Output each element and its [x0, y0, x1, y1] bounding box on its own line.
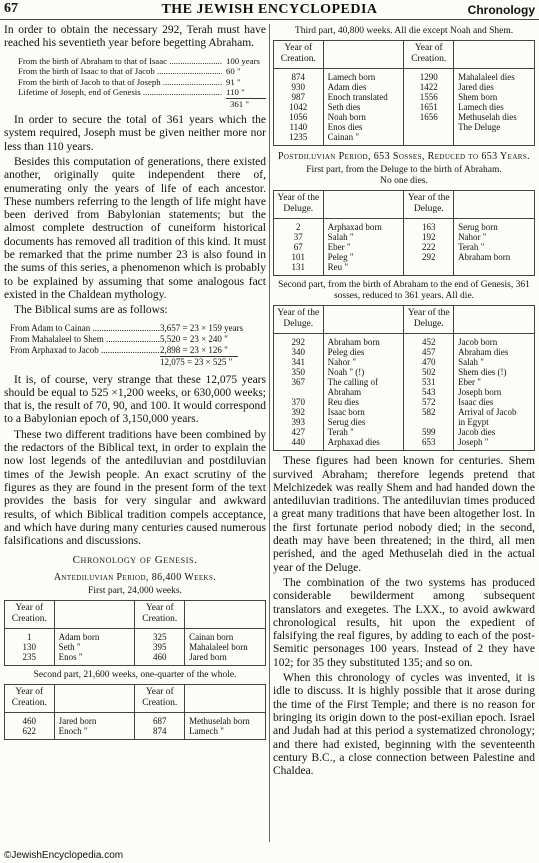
table-cell-line: Cainan born [189, 632, 234, 642]
column-header [54, 601, 135, 629]
table-row [274, 69, 535, 146]
table-caption [273, 165, 535, 187]
column-header [323, 306, 404, 334]
table-cell-line: 1422 [419, 82, 438, 92]
table-cell-line: From Arphaxad to Jacob ..... [10, 345, 160, 356]
table-cell [54, 629, 135, 666]
column-header [454, 41, 535, 69]
table-cell-line: Isaac born [327, 407, 365, 418]
chronology-table [273, 190, 535, 276]
chronology-table [4, 600, 266, 666]
paragraph: In order to secure the total of 361 years which the system required, Joseph must be given neither more nor less than 110 years. [4, 114, 266, 153]
column-header [323, 41, 404, 69]
table-row [5, 713, 266, 740]
table-row [5, 629, 266, 666]
paragraph: These figures had been known for centuries. Shem survived Abraham; therefore legends pretend that Melchizedek was really Shem and had handed down the antediluvian traditions. The antediluvian times produced a great many traditions that have been altogether lost. In the first fortunate period nobody died; in the second, death may have been threatened; in the third, all men perished, and the aged Methuselah died in the actual year of the Deluge. [273, 455, 535, 574]
table-cell-line: 1651 [419, 102, 438, 112]
column-header: Year of the Deluge. [274, 306, 324, 334]
table-cell-line: Terah " [327, 427, 354, 438]
table-cell [454, 334, 535, 451]
table-cell [323, 219, 404, 276]
list-item [18, 56, 266, 67]
table-cell-line: 130 [22, 642, 37, 652]
table-cell-line: 91 " [226, 76, 241, 87]
table-cell-line: Jared born [58, 716, 97, 726]
table-cell-line: Noah " (!) [327, 367, 365, 378]
table-cell [454, 219, 535, 276]
table-cell-line: Eber " [458, 377, 481, 388]
table-cell-line: 543 [422, 387, 436, 398]
page-number: 67 [4, 1, 18, 16]
table-cell-line: Adam dies [327, 82, 367, 92]
table-cell-line: Mahalaleel born [189, 642, 248, 652]
table-cell-line: 292 [422, 252, 436, 263]
table-cell-line: Lifetime of Joseph, end of Genesis ..... [18, 87, 222, 98]
table-row [274, 334, 535, 451]
table-cell-line: Serug dies [327, 417, 366, 428]
table-cell-line: 67 [293, 242, 303, 253]
list-item [10, 323, 266, 334]
table-cell [54, 713, 135, 740]
table-cell-line: 687 [153, 716, 167, 726]
table-cell-line: Reu dies [327, 397, 359, 408]
table-cell-line: Abraham born [458, 252, 511, 263]
table-cell-line: 427 [291, 427, 306, 438]
paragraph: In order to obtain the necessary 292, Terah must have reached his seventieth year before begetting Abraham. [4, 24, 266, 50]
table-cell-line: 440 [291, 437, 306, 448]
table-cell-line: 470 [422, 357, 436, 368]
list-item [18, 77, 266, 88]
table-cell-line: Abraham dies [458, 347, 509, 358]
chronology-table [273, 305, 535, 451]
column-divider [269, 24, 270, 842]
table-cell-line: 37 [293, 232, 303, 243]
table-cell-line: 1042 [289, 102, 308, 112]
table-cell-line: 163 [422, 222, 436, 233]
table-cell-line: Terah " [458, 242, 485, 253]
section-name: Chronology [467, 3, 535, 17]
table-cell-line: From the birth of Isaac to that of Jacob ..... [18, 66, 222, 77]
table-cell-line: Enos dies [327, 122, 363, 132]
copyright-footer: ©JewishEncyclopedia.com [4, 850, 124, 861]
table-cell-line: Abraham [327, 387, 362, 398]
table-cell-line: 5,520 = 23 × 240 " [160, 333, 228, 344]
table-cell-line: 531 [422, 377, 436, 388]
table-cell-line: Jacob dies [458, 427, 496, 438]
column-header: Year of Creation. [274, 41, 324, 69]
right-column [273, 24, 535, 780]
paragraph: These two different traditions have been combined by the redactors of the Biblical text, in order to explain the now lost legends of the antediluvian and postdiluvian times of the Jewish people. An exact scrutiny of the figures as they are found in the present form of the text provides the basis for very singular and awkward results, of which Biblical tradition compels acceptance, and which have during many centuries caused numerous falsifications and discussions. [4, 428, 266, 548]
generation-sum-list [18, 56, 266, 110]
table-cell-line: From the birth of Abraham to that of Isaac ..... [18, 56, 222, 67]
table-cell-line: Cainan " [327, 132, 359, 142]
paragraph: It is, of course, very strange that these 12,075 years should be equal to 525 ×1,200 weeks, or 630,000 weeks; that is, the result of 70, 90, and 100. It would correspond to a Babylonian epoch of 3,150,000 years. [4, 373, 266, 426]
list-total [18, 98, 266, 110]
table-cell-line: 1235 [289, 132, 308, 142]
table-caption: Second part, 21,600 weeks, one-quarter of the whole. [33, 670, 237, 680]
table-cell-line: 874 [153, 726, 167, 736]
table-cell-line: 3,657 = 23 × 159 years [160, 322, 244, 333]
list-item [10, 334, 266, 345]
table-cell-line: 1056 [289, 112, 308, 122]
table-cell-line: 622 [22, 726, 37, 736]
table-cell-line: 874 [291, 72, 306, 82]
paragraph: When this chronology of cycles was invented, it is idle to discuss. It is highly possible that it arose during the time of the First Temple; and there is no reason for bringing its origin down to the post-exilian epoch. Israel and Judah had at this period a systematized chronology; and there had existed, beginning with the seventeenth century B.C., a close connection between Palestine and Chaldea. [273, 672, 535, 778]
table-cell [454, 69, 535, 146]
table-cell-line: Lamech " [189, 726, 224, 736]
table-cell [323, 334, 404, 451]
table-cell-line: Shem born [458, 92, 498, 102]
column-header: Year of Creation. [5, 601, 55, 629]
table-cell-line [406, 417, 451, 427]
table-cell-line: Nahor " [327, 357, 356, 368]
table-cell-line: 1556 [419, 92, 438, 102]
paragraph: The Biblical sums are as follows: [14, 304, 168, 317]
list-item [18, 66, 266, 77]
table-cell [5, 629, 55, 666]
table-cell-line: 101 [291, 252, 306, 263]
table-cell-line: Jared dies [458, 82, 494, 92]
table-cell-line: 370 [291, 397, 306, 408]
table-cell-line: 222 [422, 242, 436, 253]
table-cell-line: 325 [153, 632, 167, 642]
table-cell [185, 713, 266, 740]
table-cell-line: Enos " [58, 652, 83, 662]
table-cell-line: Jared born [189, 652, 227, 662]
table-cell [274, 334, 324, 451]
table-cell-line: 457 [422, 347, 436, 358]
table-cell-line: Salah " [327, 232, 354, 243]
table-cell-line: 367 [291, 377, 306, 388]
paragraph: The combination of the two systems has produced considerable bewilderment among subsequent translators and exegetes. The LXX., to avoid awkward chronological results, hit upon the expedient of falsifying the real figures, by adding to each of the post-Semitic personages 100 years. Instead of 2 they have 102; for 35 they substituted 135; and so on. [273, 576, 535, 669]
column-header [185, 601, 266, 629]
section-heading: Chronology of Genesis. [72, 554, 198, 567]
table-cell-line: Noah born [327, 112, 366, 122]
table-cell-line: Enoch translated [327, 92, 388, 102]
table-cell-line: 572 [422, 397, 436, 408]
table-cell-line: Adam born [58, 632, 100, 642]
table-caption: Second part, from the birth of Abraham to the end of Genesis, 361 sosses, reduced to 361 years. All die. [278, 280, 530, 302]
table-cell-line: 340 [291, 347, 306, 358]
table-cell-line: Arphaxad dies [327, 437, 380, 448]
table-cell-line: Mahalaleel dies [458, 72, 515, 82]
table-cell-line: Abraham born [327, 337, 380, 348]
table-cell-line: 1140 [289, 122, 308, 132]
list-total: 12,075 = 23 × 525 " [160, 356, 238, 368]
table-cell-line: 1656 [419, 112, 438, 122]
table-cell-line: Eber " [327, 242, 351, 253]
table-cell-line: The Deluge [458, 122, 501, 132]
column-header: Year of Creation. [5, 685, 55, 713]
table-cell [135, 713, 185, 740]
column-header: Year of the Deluge. [404, 306, 454, 334]
column-header: Year of Creation. [404, 41, 454, 69]
table-cell-line: Seth " [58, 642, 81, 652]
subsection-heading: Antediluvian Period, 86,400 Weeks. [53, 571, 217, 583]
table-cell-line: Methuselah dies [458, 112, 517, 122]
table-cell-line: Enoch " [58, 726, 88, 736]
table-cell-line: 653 [422, 437, 436, 448]
table-cell-line: 452 [422, 337, 436, 348]
table-cell-line: 100 years [226, 55, 260, 66]
running-title: THE JEWISH ENCYCLOPEDIA [161, 2, 378, 17]
table-cell-line: 393 [291, 417, 306, 428]
column-header [454, 306, 535, 334]
table-cell-line: 110 " [226, 87, 245, 98]
table-cell-line: 582 [422, 407, 436, 418]
column-header [323, 191, 404, 219]
left-column [4, 24, 266, 744]
table-cell-line: 1 [27, 632, 32, 642]
column-header [54, 685, 135, 713]
table-cell-line: 60 " [226, 66, 241, 77]
table-cell-line: Arrival of Jacob [458, 407, 517, 418]
table-cell-line: No one dies. [380, 176, 428, 187]
column-header: Year of Creation. [135, 685, 185, 713]
table-cell [185, 629, 266, 666]
table-cell [323, 69, 404, 146]
table-cell-line: Joseph born [458, 387, 502, 398]
table-cell-line: First part, from the Deluge to the birth of Abraham. [306, 165, 502, 176]
table-row [274, 219, 535, 276]
table-cell-line: 235 [22, 652, 37, 662]
table-cell-line: 460 [153, 652, 167, 662]
table-cell [404, 69, 454, 146]
chronology-table [4, 684, 266, 740]
column-header [185, 685, 266, 713]
table-cell-line: From the birth of Jacob to that of Joseph ..... [18, 77, 222, 88]
table-cell-line: Jacob born [458, 337, 498, 348]
table-cell [5, 713, 55, 740]
chronology-table [273, 40, 535, 146]
table-cell [274, 219, 324, 276]
table-cell-line: Seth dies [327, 102, 361, 112]
column-header: Year of Creation. [135, 601, 185, 629]
table-cell-line: Methuselah born [189, 716, 250, 726]
column-header: Year of the Deluge. [274, 191, 324, 219]
table-cell-line: From Adam to Cainan ..... [10, 323, 160, 334]
table-cell [404, 334, 454, 451]
table-cell-line: in Egypt [458, 417, 489, 428]
table-cell-line: Lamech born [327, 72, 376, 82]
list-item [10, 345, 266, 356]
page-header [0, 0, 539, 20]
table-cell-line: Salah " [458, 357, 484, 368]
table-cell-line: 392 [291, 407, 306, 418]
table-cell-line: 599 [422, 427, 436, 438]
table-cell [135, 629, 185, 666]
column-header: Year of the Deluge. [404, 191, 454, 219]
table-cell-line: 2,898 = 23 × 126 " [160, 344, 228, 355]
list-item [18, 87, 266, 98]
table-cell-line: Reu " [327, 262, 348, 273]
table-cell-line: 987 [291, 92, 306, 102]
table-cell-line: The calling of [327, 377, 379, 388]
table-cell-line: Shem dies (!) [458, 367, 507, 378]
table-cell-line: 395 [153, 642, 167, 652]
subsection-heading: Postdiluvian Period, 653 Sosses, Reduced to 653 Years. [277, 151, 531, 162]
table-cell-line: 350 [291, 367, 306, 378]
table-cell-line: Lamech dies [458, 102, 504, 112]
table-cell-line: 502 [422, 367, 436, 378]
table-cell-line [276, 387, 321, 397]
table-cell-line: 930 [291, 82, 306, 92]
table-cell-line: 341 [291, 357, 306, 368]
table-cell-line: Isaac dies [458, 397, 494, 408]
table-cell-line: 1290 [419, 72, 438, 82]
table-cell-line: 361 " [226, 98, 266, 110]
table-cell-line: Peleg dies [327, 347, 365, 358]
table-cell-line: From Mahalaleel to Shem ..... [10, 334, 160, 345]
table-cell-line: Nahor " [458, 232, 487, 243]
table-cell-line: Serug born [458, 222, 498, 233]
table-cell [404, 219, 454, 276]
biblical-sums-list [10, 323, 266, 368]
table-cell-line: Joseph " [458, 437, 489, 448]
column-header [454, 191, 535, 219]
table-cell [274, 69, 324, 146]
table-cell-line: Arphaxad born [327, 222, 382, 233]
table-cell-line: 460 [22, 716, 37, 726]
table-caption: Third part, 40,800 weeks. All die except Noah and Shem. [294, 26, 514, 36]
table-cell-line: 292 [291, 337, 306, 348]
paragraph: Besides this computation of generations, there existed another, originally quite independent there of, enumerating only the years of life of each ancestor. These numbers referring to the length of life might have been derived from Babylonian statements; but the almost complete destruction of cuneiform historical documents has removed all tradition of this kind. It must be remarked that the prime number 23 is also found in the sums of this series, a phenomenon which is probably to be explained by assuming that some analogous fact existed in the Chaldean mythology. [4, 155, 266, 301]
table-caption: First part, 24,000 weeks. [88, 586, 182, 596]
table-cell-line: 192 [422, 232, 436, 243]
table-cell-line: 131 [291, 262, 306, 273]
table-cell-line: 2 [296, 222, 301, 233]
table-cell-line: Peleg " [327, 252, 354, 263]
